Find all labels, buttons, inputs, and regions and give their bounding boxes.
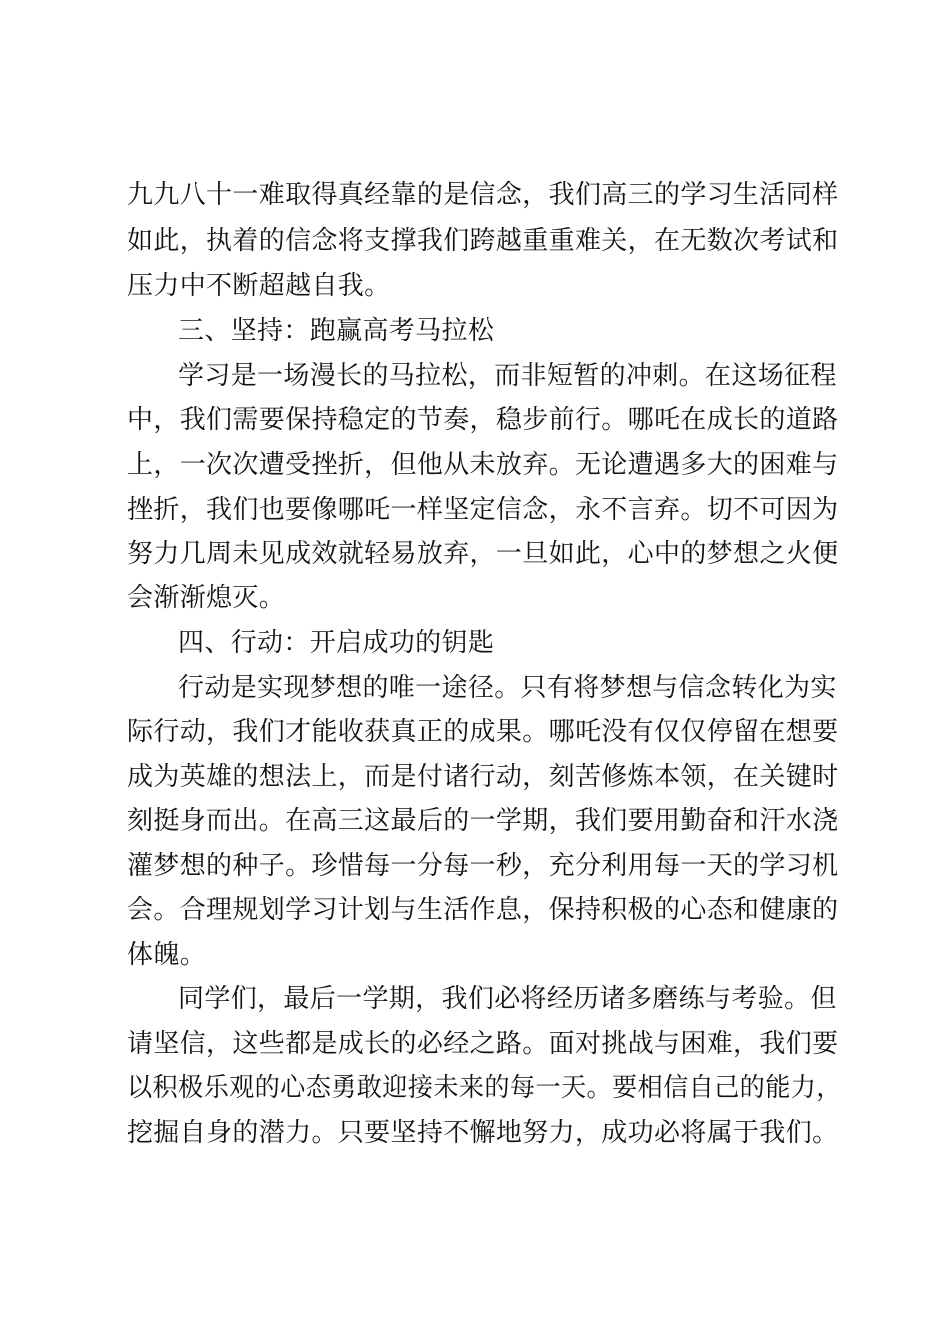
paragraph-line: 行动是实现梦想的唯一途径。只有将梦想与信念转化为实 — [178, 673, 837, 703]
paragraph-line: 际行动，我们才能收获真正的成果。哪吒没有仅仅停留在想要 — [127, 717, 839, 747]
paragraph-line: 以积极乐观的心态勇敢迎接未来的每一天。要相信自己的能力， — [127, 1073, 842, 1103]
section-heading-action: 四、行动：开启成功的钥匙 — [178, 628, 495, 658]
paragraph-line: 努力几周未见成效就轻易放弃，一旦如此，心中的梦想之火便 — [127, 539, 839, 569]
paragraph-line: 压力中不断超越自我。 — [127, 271, 391, 301]
paragraph-line: 学习是一场漫长的马拉松，而非短暂的冲刺。在这场征程 — [178, 361, 837, 391]
paragraph-line: 请坚信，这些都是成长的必经之路。面对挑战与困难，我们要 — [127, 1029, 839, 1059]
paragraph-line: 上，一次次遭受挫折，但他从未放弃。无论遭遇多大的困难与 — [127, 450, 839, 480]
paragraph-line: 刻挺身而出。在高三这最后的一学期，我们要用勤奋和汗水浇 — [127, 806, 839, 836]
paragraph-line: 挫折，我们也要像哪吒一样坚定信念，永不言弃。切不可因为 — [127, 495, 839, 525]
paragraph-line: 同学们，最后一学期，我们必将经历诸多磨练与考验。但 — [178, 984, 837, 1014]
paragraph-line: 成为英雄的想法上，而是付诸行动，刻苦修炼本领，在关键时 — [127, 762, 839, 792]
paragraph-line: 体魄。 — [127, 940, 207, 970]
paragraph-line: 九九八十一难取得真经靠的是信念，我们高三的学习生活同样 — [127, 180, 839, 210]
paragraph-line: 灌梦想的种子。珍惜每一分每一秒，充分利用每一天的学习机 — [127, 851, 839, 881]
paragraph-line: 如此，执着的信念将支撑我们跨越重重难关，在无数次考试和 — [127, 226, 839, 256]
paragraph-line: 中，我们需要保持稳定的节奏，稳步前行。哪吒在成长的道路 — [127, 405, 839, 435]
paragraph-line: 挖掘自身的潜力。只要坚持不懈地努力，成功必将属于我们。 — [127, 1118, 839, 1148]
paragraph-line: 会渐渐熄灭。 — [127, 583, 286, 613]
paragraph-line: 会。合理规划学习计划与生活作息，保持积极的心态和健康的 — [127, 895, 839, 925]
section-heading-persistence: 三、坚持：跑赢高考马拉松 — [178, 316, 495, 346]
